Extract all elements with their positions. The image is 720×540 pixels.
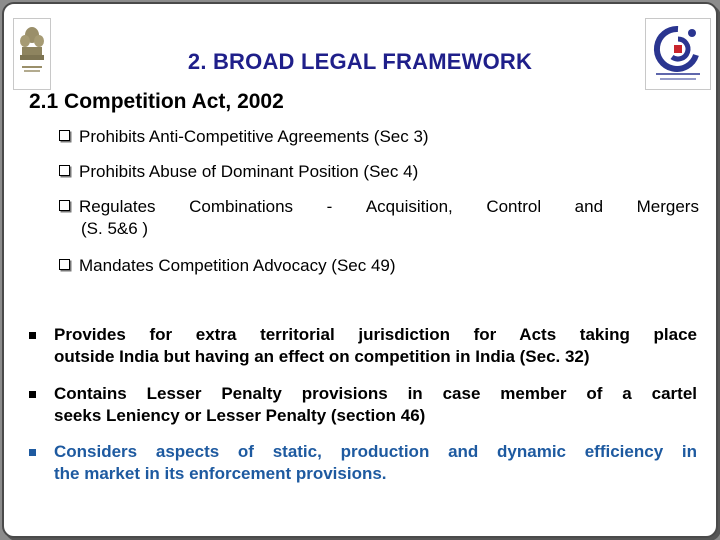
square-bullet-icon	[29, 391, 36, 398]
bullet-point-highlight: Considers aspects of static, production and dynamic efficiency in the market in its enforcement provisions.	[29, 441, 697, 485]
bullet-point: Contains Lesser Penalty provisions in case member of a cartel seeks Leniency or Lesser Penalty (section 46)	[29, 383, 697, 427]
checkbox-bullet-icon	[59, 165, 70, 176]
square-bullet-icon	[29, 449, 36, 456]
checklist-item: Prohibits Abuse of Dominant Position (Sec 4)	[59, 161, 418, 183]
square-bullet-icon	[29, 332, 36, 339]
slide-subtitle: 2.1 Competition Act, 2002	[29, 90, 284, 113]
checkbox-bullet-icon	[59, 130, 70, 141]
checkbox-bullet-icon	[59, 259, 70, 270]
slide	[2, 2, 718, 538]
checklist-item: Prohibits Anti-Competitive Agreements (Sec 3)	[59, 126, 429, 148]
checklist-item: Regulates Combinations - Acquisition, Control and Mergers (S. 5&6 )	[59, 196, 699, 240]
bullet-point: Provides for extra territorial jurisdiction for Acts taking place outside India but having an effect on competition in India (Sec. 32)	[29, 324, 697, 368]
checklist-item: Mandates Competition Advocacy (Sec 49)	[59, 255, 396, 277]
checkbox-bullet-icon	[59, 200, 70, 211]
slide-title: 2. BROAD LEGAL FRAMEWORK	[187, 49, 533, 74]
